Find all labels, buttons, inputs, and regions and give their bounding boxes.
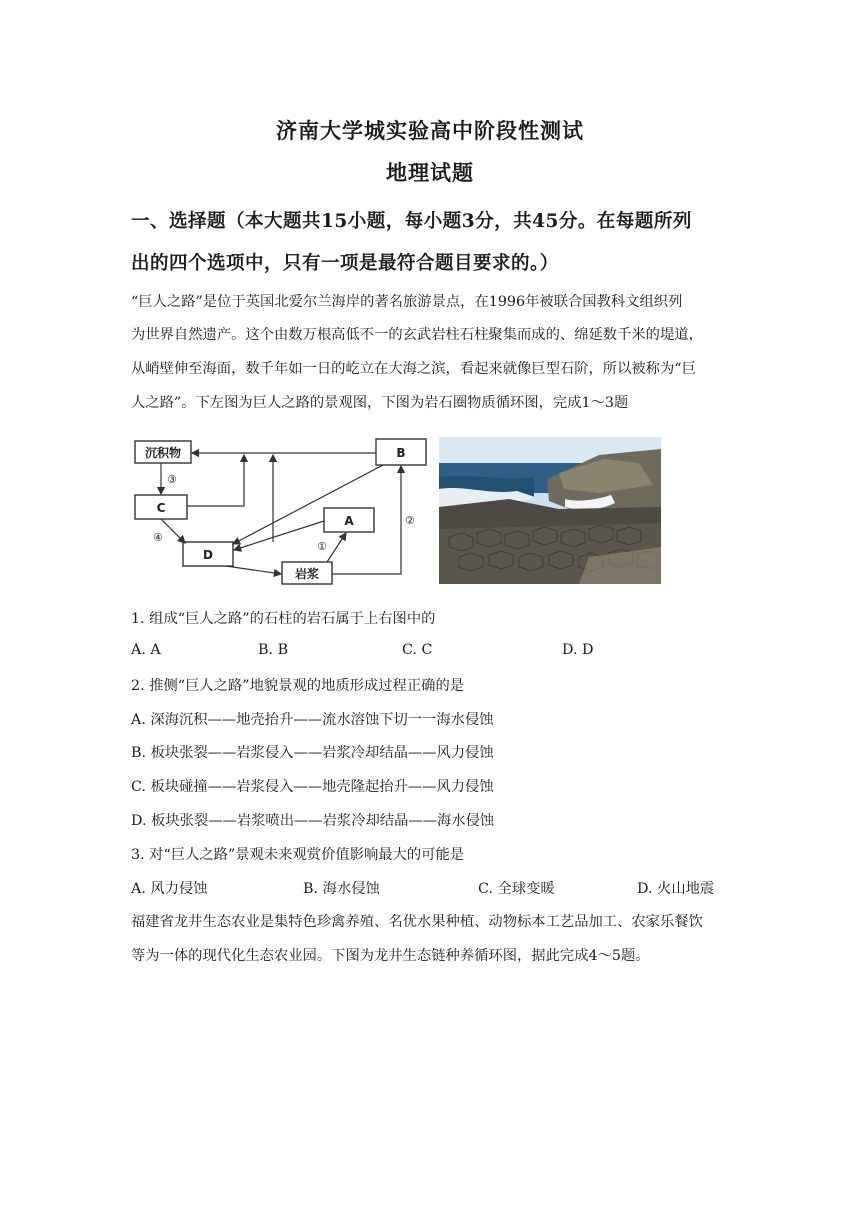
question-1-option-d: D. D — [562, 642, 594, 658]
question-1-stem: 1. 组成“巨人之路”的石柱的岩石属于上右图中的 — [131, 611, 436, 627]
passage2-line: 等为一体的现代化生态农业园。下图为龙井生态链种养循环图，据此完成4～5题。 — [131, 948, 650, 964]
question-2-option-d: D. 板块张裂——岩浆喷出——岩浆冷却结晶——海水侵蚀 — [131, 813, 495, 829]
question-2-stem: 2. 推侧“巨人之路”地貌景观的地质形成过程正确的是 — [131, 678, 465, 694]
question-3-stem: 3. 对“巨人之路”景观未来观赏价值影响最大的可能是 — [131, 847, 465, 863]
question-2-option-c: C. 板块碰撞——岩浆侵入——地壳隆起抬升——风力侵蚀 — [131, 779, 494, 795]
subject-title: 地理试题 — [386, 160, 474, 185]
box-b-label: B — [396, 446, 406, 460]
arrow-c-to-sediment — [187, 455, 244, 506]
process-label-1: ① — [317, 540, 327, 553]
section-heading-line2: 出的四个选项中，只有一项是最符合题目要求的。） — [131, 253, 559, 274]
giants-causeway-photo — [439, 437, 661, 584]
school-title: 济南大学城实验高中阶段性测试 — [276, 118, 584, 143]
question-3-option-a: A. 风力侵蚀 — [131, 881, 208, 897]
question-1-option-c: C. C — [402, 642, 433, 658]
question-2-option-b: B. 板块张裂——岩浆侵入——岩浆冷却结晶——风力侵蚀 — [131, 745, 494, 761]
passage1-line: 从峭壁伸至海面，数千年如一日的屹立在大海之滨，看起来就像巨型石阶，所以被称为“巨 — [131, 361, 696, 377]
question-1-option-b: B. B — [258, 642, 289, 658]
process-label-2: ② — [405, 514, 415, 527]
box-a-label: A — [344, 514, 354, 528]
passage2-line: 福建省龙井生态农业是集特色珍禽养殖、名优水果种植、动物标本工艺品加工、农家乐餐饮 — [131, 914, 703, 930]
rock-cycle-diagram — [131, 434, 431, 586]
question-3-option-b: B. 海水侵蚀 — [303, 881, 380, 897]
arrow-a-to-d — [234, 521, 324, 550]
passage1-line: 为世界自然遗产。这个由数万根高低不一的玄武岩柱石柱聚集而成的、绵延数千米的堤道， — [131, 327, 703, 343]
question-1-option-a: A. A — [131, 642, 161, 658]
passage1-line: “巨人之路”是位于英国北爱尔兰海岸的著名旅游景点，在1996年被联合国教科文组织列 — [131, 294, 683, 310]
box-d-label: D — [203, 548, 213, 562]
process-label-4: ④ — [153, 531, 163, 544]
passage1-line: 人之路”。下左图为巨人之路的景观图，下图为岩石圈物质循环图，完成1～3题 — [131, 395, 629, 411]
sediment-label: 沉积物 — [144, 446, 182, 460]
arrow-c-to-d — [161, 519, 185, 543]
question-3-option-c: C. 全球变暖 — [478, 881, 555, 897]
arrow-d-to-magma — [226, 566, 281, 574]
process-label-3: ③ — [167, 473, 177, 486]
question-2-option-a: A. 深海沉积——地壳抬升——流水溶蚀下切一一海水侵蚀 — [131, 712, 494, 728]
box-c-label: C — [156, 501, 166, 515]
magma-label: 岩浆 — [294, 567, 320, 581]
arrow-magma-to-a — [327, 533, 346, 562]
section-heading-line1: 一、选择题（本大题共15小题，每小题3分，共45分。在每题所列 — [131, 211, 692, 232]
question-3-option-d: D. 火山地震 — [637, 881, 715, 897]
